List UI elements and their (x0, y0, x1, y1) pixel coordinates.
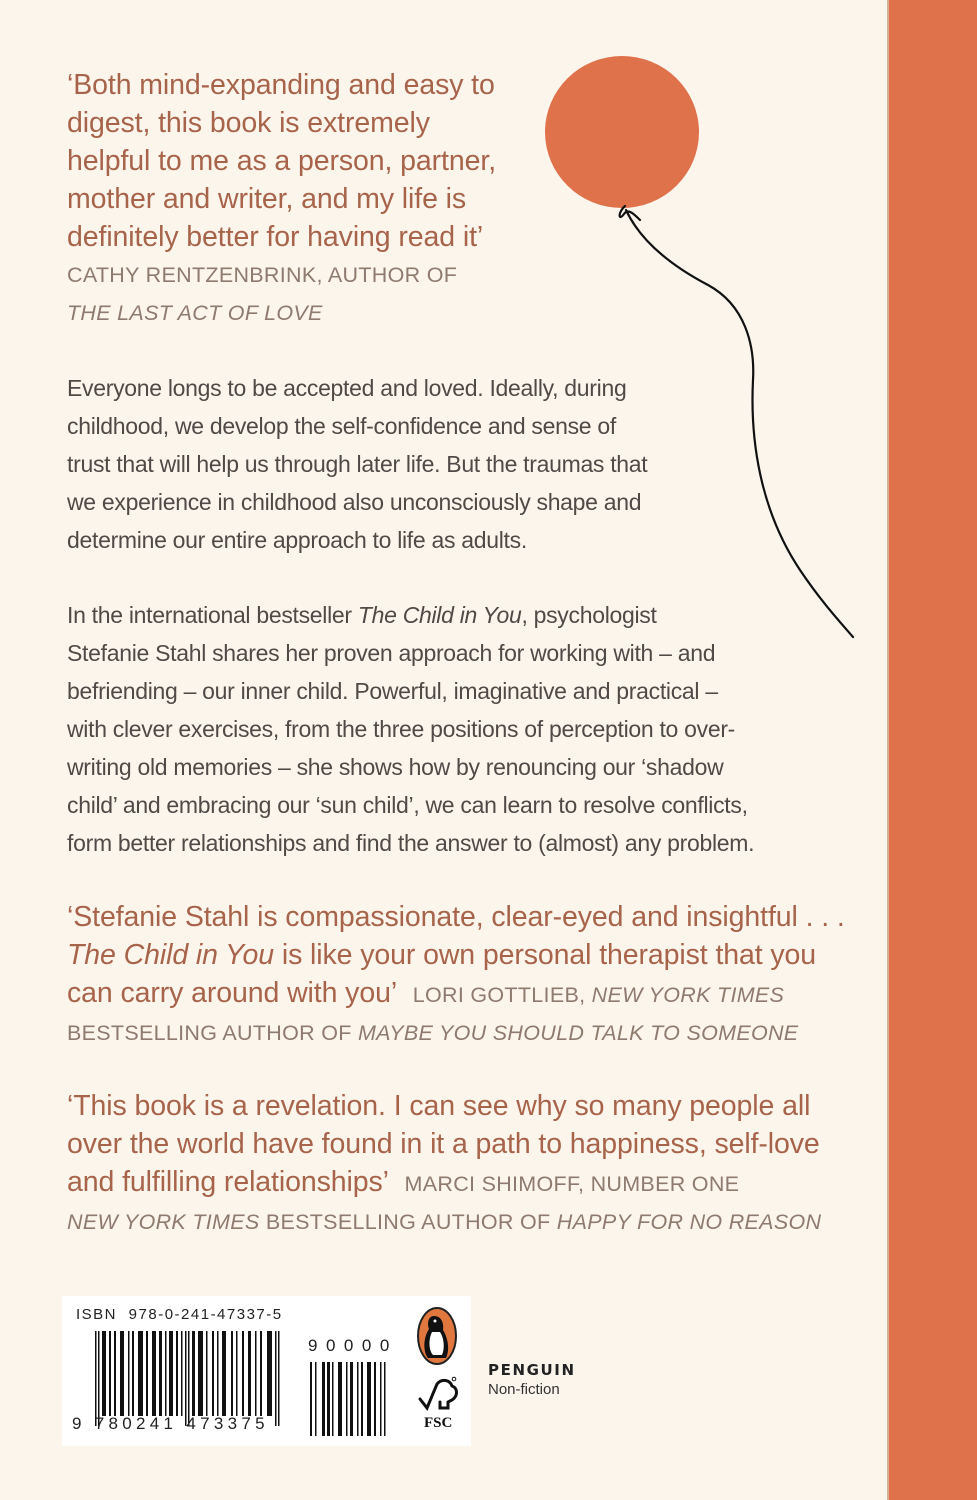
blurb-line: childhood, we develop the self-confidence and sense of (67, 413, 616, 439)
addon-digits: 90000 (308, 1336, 398, 1355)
quote-line (67, 1163, 821, 1203)
quote-attribution-book: THE LAST ACT OF LOVE (67, 301, 323, 325)
blurb-line: Stefanie Stahl shares her proven approach for working with – and (67, 640, 716, 666)
blurb-line: Everyone longs to be accepted and loved. Ideally, during (67, 375, 627, 401)
barcode-panel (62, 1296, 471, 1446)
book-title: The Child in You (67, 939, 275, 971)
attribution-book: MAYBE YOU SHOULD TALK TO SOMEONE (357, 1021, 799, 1045)
ean-digits: 9 780241 473375 (72, 1414, 269, 1433)
quote-line: over the world have found in it a path to happiness, self-love (67, 1128, 820, 1160)
quote-attribution-line2 (67, 1014, 845, 1052)
quote-text: is like your own personal therapist that you (274, 939, 817, 971)
attribution-publication: NEW YORK TIMES (591, 983, 785, 1007)
blurb-paragraph-1 (67, 369, 647, 559)
blurb-paragraph-2 (67, 596, 754, 862)
attribution-text: BESTSELLING AUTHOR OF (67, 1021, 358, 1045)
blurb-line: form better relationships and find the answer to (almost) any problem. (67, 830, 755, 856)
publisher-category: Non-fiction (488, 1381, 560, 1398)
attribution-name: MARCI SHIMOFF, NUMBER ONE (404, 1172, 740, 1196)
publisher-name: PENGUIN (488, 1361, 576, 1379)
quote-attribution (413, 983, 784, 1007)
quote-line: ‘This book is a revelation. I can see why so many people all (67, 1090, 811, 1122)
attribution-book: HAPPY FOR NO REASON (556, 1210, 822, 1234)
quote-attribution: CATHY RENTZENBRINK, AUTHOR OF (67, 263, 458, 287)
review-quote-shimoff (67, 1087, 821, 1241)
fsc-label: FSC (424, 1415, 453, 1431)
quote-line: helpful to me as a person, partner, (67, 145, 497, 177)
blurb-line: we experience in childhood also unconsciously shape and (67, 489, 642, 515)
blurb-line: with clever exercises, from the three positions of perception to over- (67, 716, 736, 742)
attribution-name: LORI GOTTLIEB, (412, 983, 592, 1007)
fsc-icon (420, 1377, 457, 1408)
blurb-line: child’ and embracing our ‘sun child’, we can learn to resolve conflicts, (67, 792, 748, 818)
isbn-label: ISBN 978-0-241-47337-5 (76, 1306, 283, 1323)
review-quote-rentzenbrink (67, 66, 496, 332)
quote-text: and fulfilling relationships’ (67, 1166, 389, 1198)
publisher-imprint (488, 1360, 576, 1400)
penguin-icon (418, 1308, 456, 1364)
blurb-line: determine our entire approach to life as adults. (67, 527, 527, 553)
quote-line: definitely better for having read it’ (67, 221, 484, 253)
quote-attribution-line2 (67, 1203, 821, 1241)
quote-line (67, 936, 845, 974)
quote-line: mother and writer, and my life is (67, 183, 467, 215)
attribution-text: BESTSELLING AUTHOR OF (259, 1210, 557, 1234)
blurb-text: , psychologist (521, 602, 657, 628)
quote-line: digest, this book is extremely (67, 107, 430, 139)
quote-line: ‘Stefanie Stahl is compassionate, clear-eyed and insightful . . . (67, 901, 845, 933)
blurb-line: trust that will help us through later life. But the traumas that (67, 451, 648, 477)
blurb-text: In the international bestseller (67, 602, 358, 628)
blurb-line: writing old memories – she shows how by renouncing our ‘shadow (67, 754, 724, 780)
quote-line: ‘Both mind-expanding and easy to (67, 69, 495, 101)
blurb-line (67, 596, 754, 634)
attribution-publication: NEW YORK TIMES (67, 1210, 260, 1234)
quote-line (67, 974, 845, 1014)
quote-text: can carry around with you’ (67, 977, 398, 1009)
book-title: The Child in You (357, 602, 522, 628)
blurb-line: befriending – our inner child. Powerful, imaginative and practical – (67, 678, 718, 704)
review-quote-gottlieb (67, 898, 845, 1052)
